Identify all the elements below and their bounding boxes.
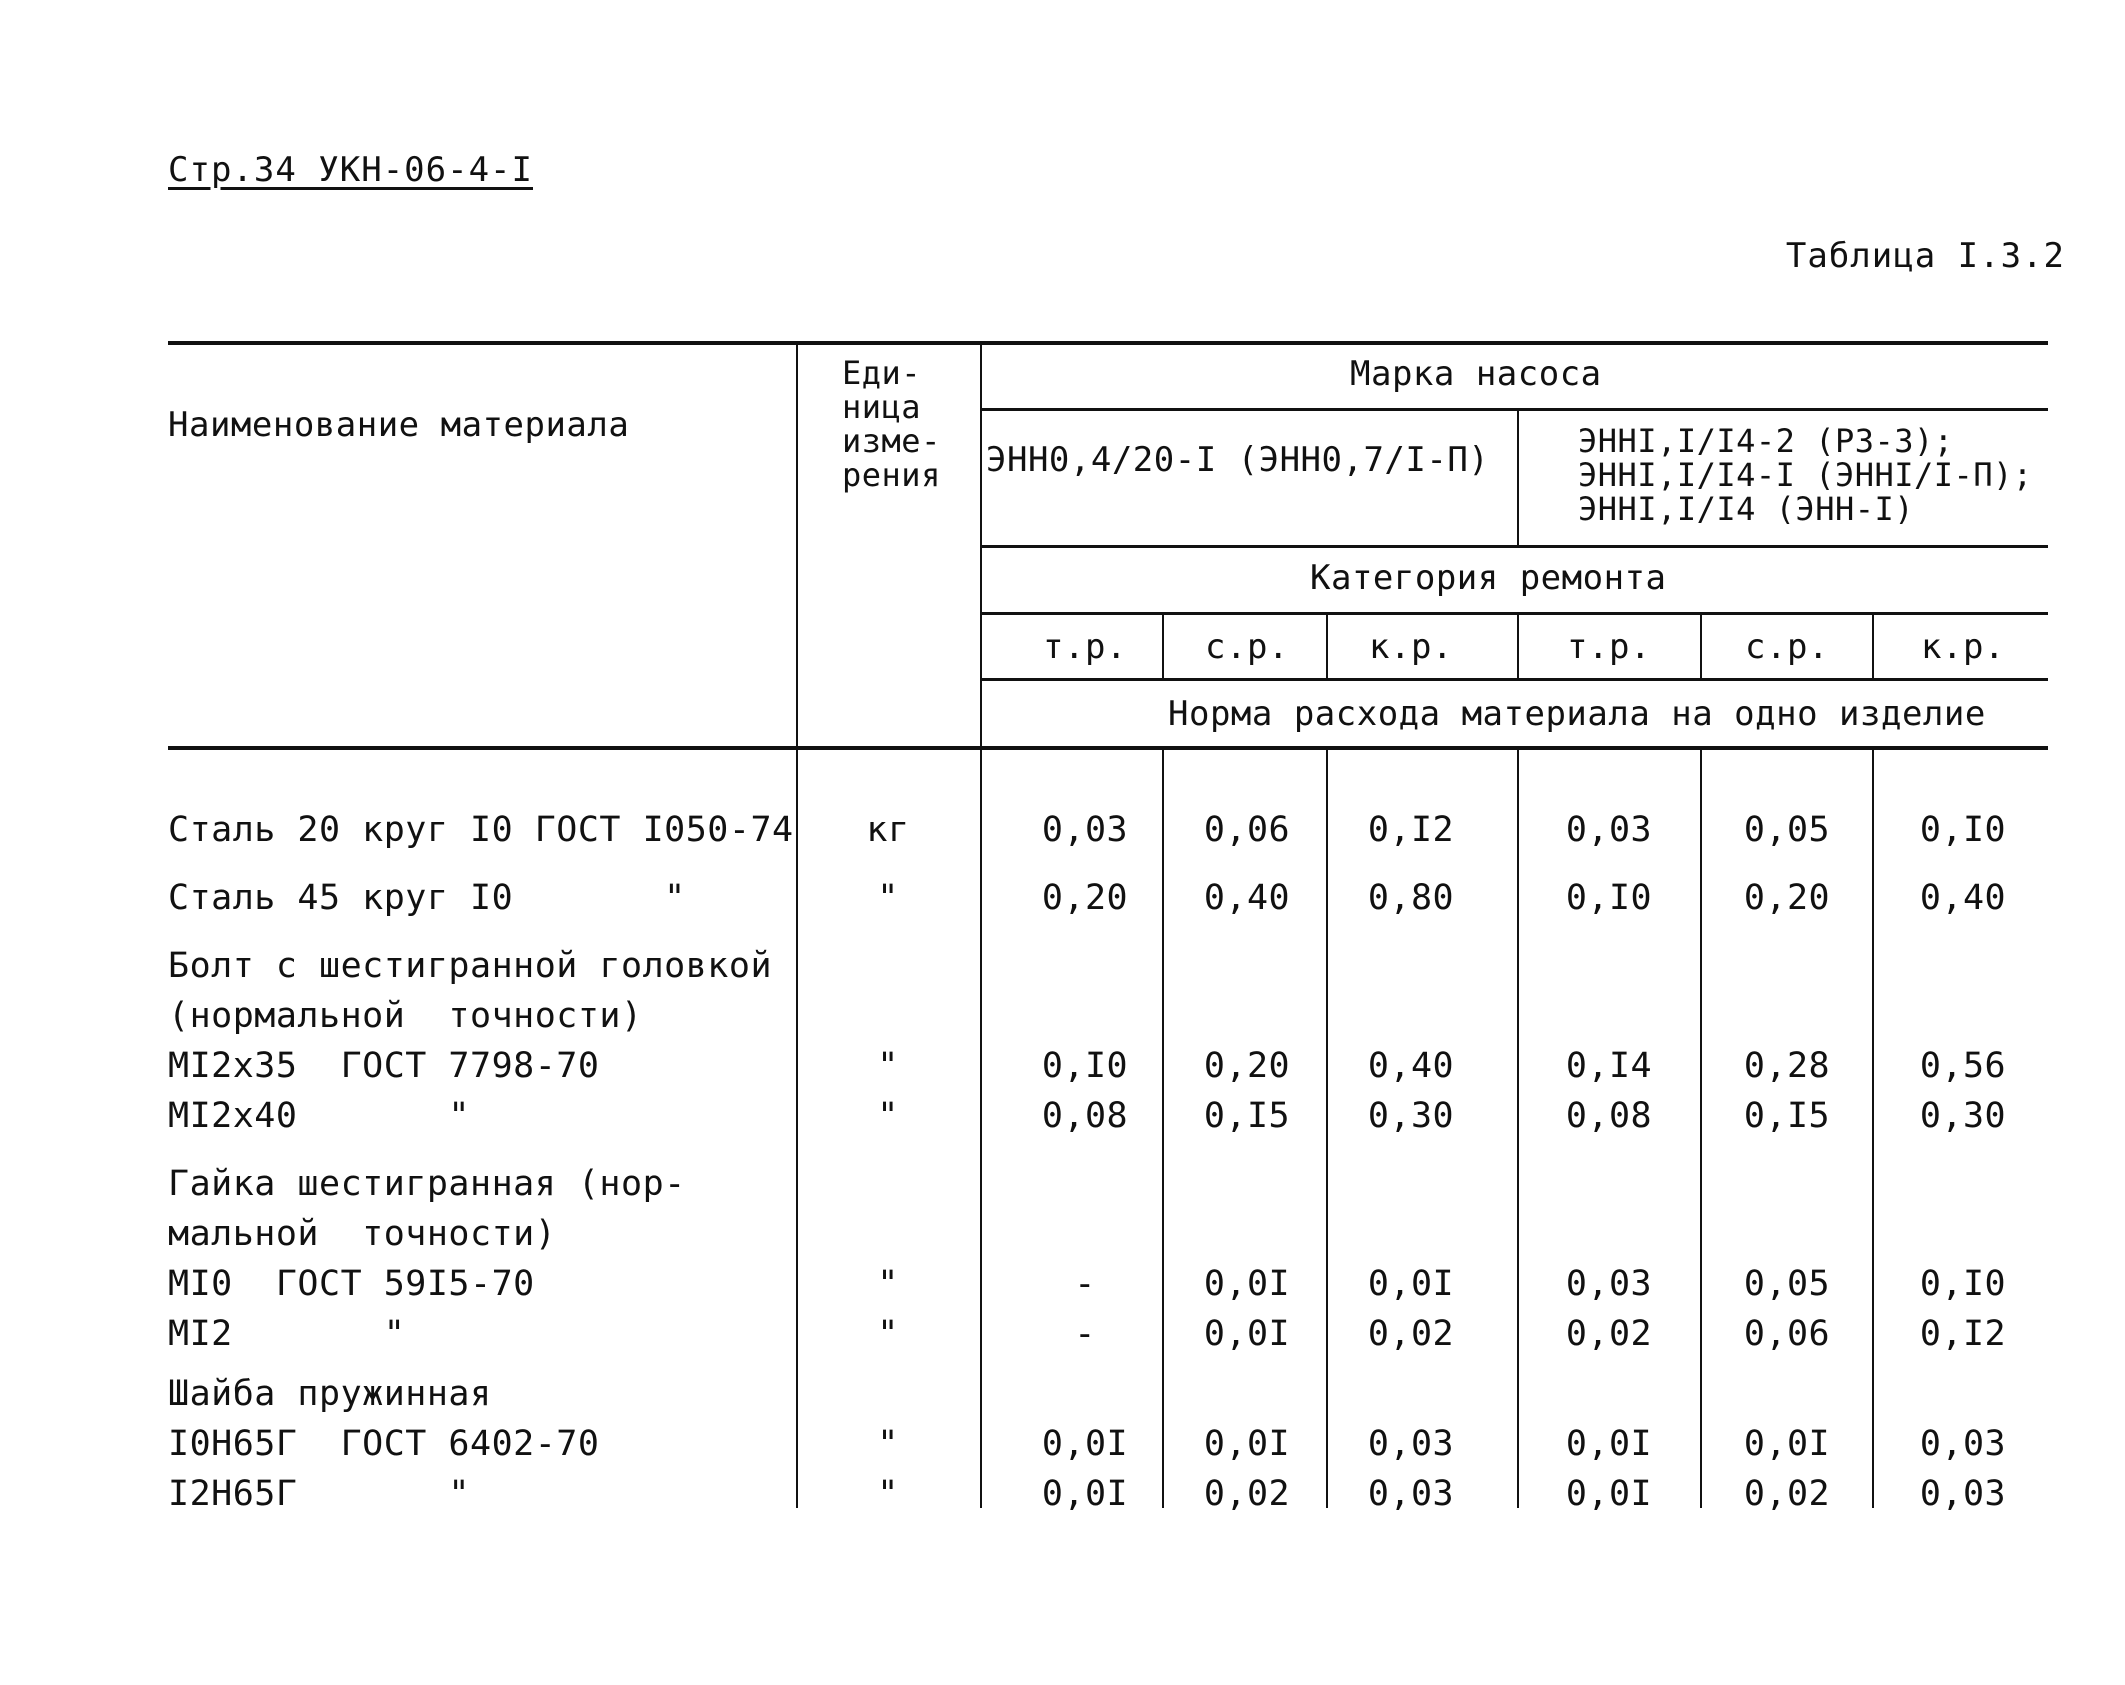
table-cell: 0,03 (1565, 810, 1653, 850)
table-cell: 0,I5 (1743, 1096, 1831, 1136)
table-row-name: Болт с шестигранной головкой (168, 946, 773, 986)
table-cell: 0,I0 (1041, 1046, 1129, 1086)
table-cell: 0,40 (1367, 1046, 1455, 1086)
table-row-name: Шайба пружинная (168, 1374, 492, 1414)
table-cell: 0,02 (1367, 1314, 1455, 1354)
table-cell: 0,03 (1919, 1424, 2007, 1464)
header-pump-group-2-line-2: ЭННI,I/I4-I (ЭННI/I-П); (1578, 456, 2033, 494)
table-cell: 0,0I (1565, 1474, 1653, 1514)
table-cell: 0,I5 (1203, 1096, 1291, 1136)
header-material-name: Наименование материала (168, 405, 630, 445)
table-cell: 0,05 (1743, 810, 1831, 850)
table-row-unit: " (877, 1096, 899, 1136)
table-row-name: Гайка шестигранная (нор- (168, 1164, 686, 1204)
subcol-tr-2: т.р. (1567, 627, 1651, 667)
table-row-name: I0Н65Г ГОСТ 6402-70 (168, 1424, 600, 1464)
table-cell: 0,20 (1203, 1046, 1291, 1086)
table-cell: - (1074, 1314, 1096, 1354)
subcol-tr-1: т.р. (1043, 627, 1127, 667)
table-row-name: Сталь 45 круг I0 " (168, 878, 686, 918)
table-cell: 0,40 (1203, 878, 1291, 918)
table-cell: 0,28 (1743, 1046, 1831, 1086)
table-row-unit: " (877, 878, 899, 918)
table-row-name: MI2 " (168, 1314, 406, 1354)
subcol-sr-2: с.р. (1745, 627, 1829, 667)
header-norm-label: Норма расхода материала на одно изделие (1168, 694, 1986, 734)
table-cell: 0,0I (1041, 1474, 1129, 1514)
header-pump-group-2-line-3: ЭННI,I/I4 (ЭНН-I) (1578, 490, 1915, 528)
subcol-sr-1: с.р. (1205, 627, 1289, 667)
table-cell: 0,I0 (1919, 810, 2007, 850)
rule-body-3 (1517, 748, 1519, 1508)
table-cell: 0,0I (1743, 1424, 1831, 1464)
rule-category (982, 545, 2048, 548)
header-unit-3: изме- (842, 422, 941, 460)
table-cell: 0,08 (1041, 1096, 1129, 1136)
rule-sub-5 (1872, 614, 1874, 680)
table-cell: 0,I4 (1565, 1046, 1653, 1086)
table-row-unit: " (877, 1474, 899, 1514)
header-unit-2: ница (842, 388, 922, 426)
rule-sub-3 (1517, 614, 1519, 680)
header-pump-brand: Марка насоса (1350, 354, 1602, 394)
table-cell: 0,I2 (1367, 810, 1455, 850)
table-cell: 0,I0 (1565, 878, 1653, 918)
table-cell: 0,05 (1743, 1264, 1831, 1304)
table-cell: 0,20 (1743, 878, 1831, 918)
table-cell: 0,0I (1565, 1424, 1653, 1464)
table-cell: 0,03 (1367, 1474, 1455, 1514)
rule-group-split (1517, 410, 1519, 547)
table-cell: 0,0I (1203, 1424, 1291, 1464)
table-cell: 0,03 (1919, 1474, 2007, 1514)
table-cell: 0,03 (1041, 810, 1129, 850)
table-cell: 0,80 (1367, 878, 1455, 918)
header-pump-group-1: ЭНН0,4/20-I (ЭНН0,7/I-П) (986, 440, 1490, 480)
table-cell: 0,I0 (1919, 1264, 2007, 1304)
table-row-name: MI2x35 ГОСТ 7798-70 (168, 1046, 600, 1086)
header-unit-1: Еди- (842, 354, 922, 392)
table-cell: 0,0I (1203, 1264, 1291, 1304)
rule-top (168, 341, 2048, 345)
table-cell: 0,30 (1919, 1096, 2007, 1136)
table-cell: 0,06 (1743, 1314, 1831, 1354)
table-row-name: MI2x40 " (168, 1096, 471, 1136)
table-row-name: I2Н65Г " (168, 1474, 471, 1514)
header-repair-category: Категория ремонта (1310, 558, 1667, 598)
table-cell: 0,02 (1743, 1474, 1831, 1514)
rule-col-unit (980, 343, 982, 1508)
table-row-name: Сталь 20 круг I0 ГОСТ I050-74 (168, 810, 794, 850)
table-cell: 0,20 (1041, 878, 1129, 918)
table-cell: 0,06 (1203, 810, 1291, 850)
header-unit-4: рения (842, 456, 941, 494)
table-row-name: MI0 ГОСТ 59I5-70 (168, 1264, 535, 1304)
table-row-name: (нормальной точности) (168, 996, 643, 1036)
subcol-kr-2: к.р. (1921, 627, 2005, 667)
table-row-name: мальной точности) (168, 1214, 557, 1254)
page-header: Стр.34 УКН-06-4-I (168, 150, 533, 190)
table-cell: 0,0I (1041, 1424, 1129, 1464)
rule-subcols-bottom (982, 678, 2048, 681)
table-cell: 0,I2 (1919, 1314, 2007, 1354)
table-row-unit: " (877, 1314, 899, 1354)
header-pump-group-2-line-1: ЭННI,I/I4-2 (РЗ-3); (1578, 422, 1954, 460)
table-cell: 0,30 (1367, 1096, 1455, 1136)
table-cell: 0,02 (1565, 1314, 1653, 1354)
table-row-unit: " (877, 1264, 899, 1304)
subcol-kr-1: к.р. (1369, 627, 1453, 667)
table-cell: 0,40 (1919, 878, 2007, 918)
table-row-unit: кг (866, 810, 910, 850)
rule-brand (982, 408, 2048, 411)
table-row-unit: " (877, 1046, 899, 1086)
table-row-unit: " (877, 1424, 899, 1464)
table-cell: - (1074, 1264, 1096, 1304)
table-cell: 0,08 (1565, 1096, 1653, 1136)
table-cell: 0,02 (1203, 1474, 1291, 1514)
rule-body-5 (1872, 748, 1874, 1508)
rule-subcols-top (982, 612, 2048, 615)
rule-header-bottom (168, 746, 2048, 750)
table-cell: 0,03 (1565, 1264, 1653, 1304)
table-cell: 0,03 (1367, 1424, 1455, 1464)
table-cell: 0,56 (1919, 1046, 2007, 1086)
table-cell: 0,0I (1203, 1314, 1291, 1354)
table-cell: 0,0I (1367, 1264, 1455, 1304)
table-caption: Таблица I.3.2 (1785, 236, 2065, 276)
